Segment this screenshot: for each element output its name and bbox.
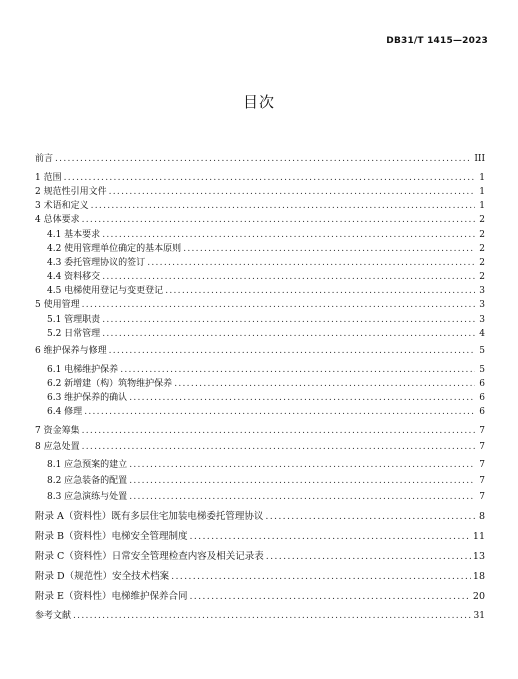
toc-entry[interactable] bbox=[35, 511, 485, 522]
toc-entry-title: 附录 B（资料性）电梯安全管理制度 bbox=[35, 531, 188, 542]
toc-leader-dots bbox=[73, 611, 472, 622]
toc-entry-title: 参考文献 bbox=[35, 611, 72, 621]
toc-page-number: 2 bbox=[479, 244, 485, 254]
toc-page-number: 6 bbox=[479, 407, 485, 417]
toc-entry-title: 5.1 管理职责 bbox=[47, 315, 101, 325]
toc-page-number: 3 bbox=[479, 300, 485, 310]
toc-leader-dots bbox=[102, 315, 475, 326]
toc-leader-dots bbox=[129, 476, 475, 487]
toc-entry[interactable] bbox=[35, 460, 485, 471]
toc-page-number: 18 bbox=[472, 571, 485, 582]
toc-entry[interactable] bbox=[35, 201, 485, 212]
toc-entry-title: 附录 C（资料性）日常安全管理检查内容及相关记录表 bbox=[35, 551, 264, 562]
toc-entry-title: 8.2 应急装备的配置 bbox=[47, 476, 128, 486]
toc-entry-title: 1 范围 bbox=[35, 173, 62, 183]
toc-page-number: III bbox=[474, 154, 485, 164]
toc-page-number: 7 bbox=[479, 492, 485, 502]
toc-leader-dots bbox=[147, 258, 475, 269]
toc-leader-dots bbox=[189, 591, 470, 602]
toc-leader-dots bbox=[190, 531, 471, 542]
toc-leader-dots bbox=[129, 492, 475, 503]
toc-page-number: 8 bbox=[478, 511, 485, 522]
toc-page-number: 4 bbox=[479, 329, 485, 339]
toc-leader-dots bbox=[120, 365, 475, 376]
toc-page-number: 7 bbox=[479, 460, 485, 470]
toc-entry-title: 附录 E（资料性）电梯维护保养合同 bbox=[35, 591, 188, 602]
toc-entry-title: 5 使用管理 bbox=[35, 300, 80, 310]
toc-entry[interactable] bbox=[35, 272, 485, 283]
toc-leader-dots bbox=[102, 329, 475, 340]
toc-leader-dots bbox=[109, 187, 475, 198]
toc-entry[interactable] bbox=[35, 551, 485, 562]
toc-leader-dots bbox=[64, 173, 475, 184]
toc-page-number: 7 bbox=[479, 476, 485, 486]
toc-page-number: 1 bbox=[479, 173, 485, 183]
toc-entry-title: 前言 bbox=[35, 154, 54, 164]
toc-leader-dots bbox=[129, 393, 475, 404]
toc-entry[interactable] bbox=[35, 258, 485, 269]
toc-entry[interactable] bbox=[35, 476, 485, 487]
toc-entry-title: 6.2 新增建（构）筑物维护保养 bbox=[47, 379, 173, 389]
toc-entry[interactable] bbox=[35, 286, 485, 297]
toc-page-number: 7 bbox=[479, 426, 485, 436]
toc-entry-title: 8 应急处置 bbox=[35, 442, 80, 452]
toc-entry-title: 6.1 电梯维护保养 bbox=[47, 365, 119, 375]
toc-page-number: 6 bbox=[479, 379, 485, 389]
toc-page-number: 13 bbox=[472, 551, 485, 562]
toc-entry[interactable] bbox=[35, 492, 485, 503]
toc-leader-dots bbox=[129, 460, 475, 471]
toc-page-number: 2 bbox=[479, 258, 485, 268]
toc-entry-title: 4 总体要求 bbox=[35, 215, 80, 225]
toc-entry[interactable] bbox=[35, 442, 485, 453]
toc-entry-title: 附录 D（规范性）安全技术档案 bbox=[35, 571, 170, 582]
toc-leader-dots bbox=[183, 244, 475, 255]
toc-entry-title: 4.2 使用管理单位确定的基本原则 bbox=[47, 244, 182, 254]
document-code: DB31/T 1415—2023 bbox=[386, 36, 488, 46]
toc-entry-title: 附录 A（资料性）既有多层住宅加装电梯委托管理协议 bbox=[35, 511, 264, 522]
toc-entry[interactable] bbox=[35, 426, 485, 437]
toc-entry[interactable] bbox=[35, 244, 485, 255]
toc-leader-dots bbox=[55, 154, 472, 165]
toc-page-number: 6 bbox=[479, 393, 485, 403]
toc-entry[interactable] bbox=[35, 346, 485, 357]
toc-entry-title: 4.4 资料移交 bbox=[47, 272, 101, 282]
toc-leader-dots bbox=[82, 215, 475, 226]
toc-page-number: 2 bbox=[479, 272, 485, 282]
toc-entry[interactable] bbox=[35, 187, 485, 198]
toc-entry[interactable] bbox=[35, 611, 485, 622]
toc-entry[interactable] bbox=[35, 591, 485, 602]
toc-page-number: 5 bbox=[479, 346, 485, 356]
toc-page-number: 3 bbox=[479, 315, 485, 325]
toc-entry-title: 6 维护保养与修理 bbox=[35, 346, 107, 356]
toc-page-number: 5 bbox=[479, 365, 485, 375]
toc-leader-dots bbox=[102, 230, 475, 241]
toc-entry-title: 3 术语和定义 bbox=[35, 201, 89, 211]
toc-entry[interactable] bbox=[35, 300, 485, 311]
toc-page-number: 2 bbox=[479, 215, 485, 225]
table-of-contents bbox=[35, 154, 485, 622]
page-title: 目次 bbox=[242, 93, 275, 111]
toc-leader-dots bbox=[265, 511, 475, 522]
toc-page-number: 31 bbox=[473, 611, 485, 621]
toc-entry-title: 4.1 基本要求 bbox=[47, 230, 101, 240]
toc-page-number: 20 bbox=[472, 591, 485, 602]
toc-entry-title: 6.3 维护保养的确认 bbox=[47, 393, 128, 403]
toc-leader-dots bbox=[102, 272, 475, 283]
toc-leader-dots bbox=[91, 201, 475, 212]
toc-entry[interactable] bbox=[35, 571, 485, 582]
toc-page-number: 1 bbox=[479, 201, 485, 211]
toc-entry-title: 4.5 电梯使用登记与变更登记 bbox=[47, 286, 164, 296]
toc-page-number: 11 bbox=[472, 531, 485, 542]
toc-entry-title: 5.2 日常管理 bbox=[47, 329, 101, 339]
toc-entry-title: 6.4 修理 bbox=[47, 407, 83, 417]
toc-leader-dots bbox=[171, 571, 471, 582]
toc-entry[interactable] bbox=[35, 329, 485, 340]
toc-page-number: 7 bbox=[479, 442, 485, 452]
toc-leader-dots bbox=[109, 346, 475, 357]
toc-leader-dots bbox=[266, 551, 471, 562]
toc-page-number: 1 bbox=[479, 187, 485, 197]
toc-entry[interactable] bbox=[35, 379, 485, 390]
toc-entry[interactable] bbox=[35, 230, 485, 241]
toc-entry-title: 8.3 应急演练与处置 bbox=[47, 492, 128, 502]
toc-leader-dots bbox=[82, 300, 475, 311]
toc-entry-title: 4.3 委托管理协议的签订 bbox=[47, 258, 146, 268]
toc-entry[interactable] bbox=[35, 315, 485, 326]
toc-leader-dots bbox=[174, 379, 475, 390]
toc-leader-dots bbox=[165, 286, 475, 297]
toc-page-number: 3 bbox=[479, 286, 485, 296]
toc-entry[interactable] bbox=[35, 407, 485, 418]
toc-entry[interactable] bbox=[35, 531, 485, 542]
toc-entry[interactable] bbox=[35, 154, 485, 165]
toc-page-number: 2 bbox=[479, 230, 485, 240]
toc-leader-dots bbox=[84, 407, 475, 418]
toc-entry[interactable] bbox=[35, 393, 485, 404]
toc-entry[interactable] bbox=[35, 215, 485, 226]
toc-leader-dots bbox=[82, 426, 475, 437]
toc-entry-title: 2 规范性引用文件 bbox=[35, 187, 107, 197]
toc-entry-title: 7 资金筹集 bbox=[35, 426, 80, 436]
toc-entry-title: 8.1 应急预案的建立 bbox=[47, 460, 128, 470]
toc-entry[interactable] bbox=[35, 173, 485, 184]
toc-leader-dots bbox=[82, 442, 475, 453]
toc-entry[interactable] bbox=[35, 365, 485, 376]
